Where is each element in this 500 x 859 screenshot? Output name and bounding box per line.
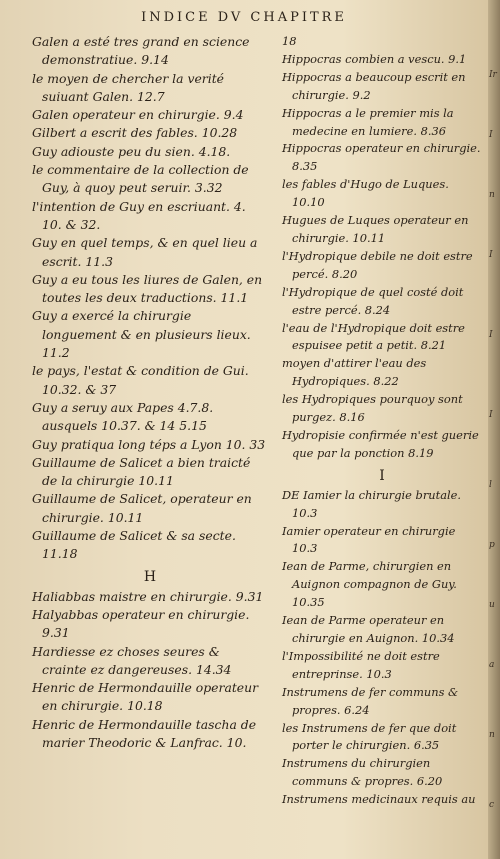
edge-letter: l <box>489 480 492 490</box>
index-entry: Iean de Parme operateur en chirurgie en Auignon. 10.34 <box>282 613 455 645</box>
index-entry: Haliabbas maistre en chirurgie. 9.31 <box>32 588 264 604</box>
edge-letter: I <box>489 250 493 260</box>
index-entry: le pays, l'estat & condition de Gui. 10.32. & 37 <box>32 363 249 397</box>
index-entry: DE Iamier la chirurgie brutale. 10.3 <box>282 487 461 520</box>
index-entry: Hugues de Luques operateur en chirurgie. 10.11 <box>282 213 469 245</box>
facing-page-edge <box>488 0 500 859</box>
left-column <box>32 33 268 752</box>
edge-letter: I <box>489 130 493 140</box>
edge-letter: I <box>489 330 493 340</box>
index-entry: Guy a seruy aux Papes 4.7.8. ausquels 10.37. & 14 5.15 <box>32 399 214 434</box>
index-entry: Halyabbas operateur en chirurgie. 9.31 <box>32 606 250 641</box>
index-entry: Hardiesse ez choses seures & crainte ez dangereuses. 14.34 <box>32 643 232 677</box>
edge-letter: c <box>489 800 495 810</box>
edge-letter: n <box>489 730 495 740</box>
index-entry: les Hydropiques pourquoy sont purgez. 8.16 <box>282 392 463 425</box>
edge-letter: p <box>489 540 495 550</box>
index-entry: Iamier operateur en chirurgie 10.3 <box>282 523 456 556</box>
index-entry: les Instrumens de fer que doit porter le chirurgien. 6.35 <box>282 720 457 753</box>
index-entry: Hippocras a beaucoup escrit en chirurgie. 9.2 <box>282 69 466 102</box>
index-entry: Guy a eu tous les liures de Galen, en toutes les deux traductions. 11.1 <box>32 271 263 306</box>
index-entry: 18 <box>282 34 297 48</box>
index-entry: Hippocras combien a vescu. 9.1 <box>282 51 467 66</box>
index-entry: Hippocras a le premier mis la medecine en lumiere. 8.36 <box>282 105 454 138</box>
index-entry: Guy pratiqua long téps a Lyon 10. 33 <box>32 436 266 452</box>
index-entry: les fables d'Hugo de Luques. 10.10 <box>282 177 449 210</box>
index-entry: Galen operateur en chirurgie. 9.4 <box>32 107 244 123</box>
index-entry: Gilbert a escrit des fables. 10.28 <box>32 125 238 141</box>
index-entry: Galen a esté tres grand en science demonstratiue. 9.14 <box>32 34 250 68</box>
edge-letter: Ir <box>489 70 497 80</box>
index-entry: Guy a exercé la chirurgie longuement & en plusieurs lieux. 11.2 <box>32 308 251 361</box>
right-column <box>282 33 482 809</box>
index-entry: Guy en quel temps, & en quel lieu a escrit. 11.3 <box>32 235 258 269</box>
index-entry: Iean de Parme, chirurgien en Auignon compagnon de Guy. 10.35 <box>282 559 457 610</box>
index-entry: le moyen de chercher la verité suiuant Galen. 12.7 <box>32 70 225 104</box>
index-entry: le commentaire de la collection de Guy, à quoy peut seruir. 3.32 <box>32 162 249 196</box>
index-entry: Guillaume de Salicet, operateur en chirurgie. 10.11 <box>32 491 252 525</box>
index-entry: l'Hydropique de quel costé doit estre percé. 8.24 <box>282 284 464 317</box>
edge-letter: a <box>489 660 495 670</box>
index-entry: Guy adiouste peu du sien. 4.18. <box>32 143 231 159</box>
index-entry: l'intention de Guy en escriuant. 4. 10. & 32. <box>32 198 246 232</box>
index-entry: Instrumens medicinaux requis au <box>282 792 476 807</box>
edge-letter: I <box>489 410 493 420</box>
index-entry: l'Hydropique debile ne doit estre percé. 8.20 <box>282 248 473 281</box>
index-entry: l'eau de l'Hydropique doit estre espuisee petit a petit. 8.21 <box>282 320 465 353</box>
index-entry: l'Impossibilité ne doit estre entreprinse. 10.3 <box>282 648 440 681</box>
section-letter-h: H <box>143 568 157 585</box>
index-entry: Hippocras operateur en chirurgie. 8.35 <box>282 141 481 174</box>
index-entry: moyen d'attirer l'eau des Hydropiques. 8.22 <box>282 356 427 389</box>
edge-letter: n <box>489 190 495 200</box>
index-entry: Guillaume de Salicet a bien traicté de la chirurgie 10.11 <box>32 454 251 489</box>
index-entry: Instrumens de fer communs & propres. 6.24 <box>282 684 459 717</box>
index-entry: Henric de Hermondauille tascha de marier Theodoric & Lanfrac. 10. <box>32 716 257 750</box>
page-header: INDICE DV CHAPITRE <box>141 10 347 25</box>
index-entry: Henric de Hermondauille operateur en chirurgie. 10.18 <box>32 680 259 714</box>
index-entry: Instrumens du chirurgien communs & propres. 6.20 <box>282 756 443 789</box>
edge-letter: u <box>489 600 495 610</box>
section-letter-i: I <box>379 467 385 484</box>
index-entry: Guillaume de Salicet & sa secte. 11.18 <box>32 528 236 562</box>
index-entry: Hydropisie confirmée n'est guerie que par la ponction 8.19 <box>282 427 479 460</box>
